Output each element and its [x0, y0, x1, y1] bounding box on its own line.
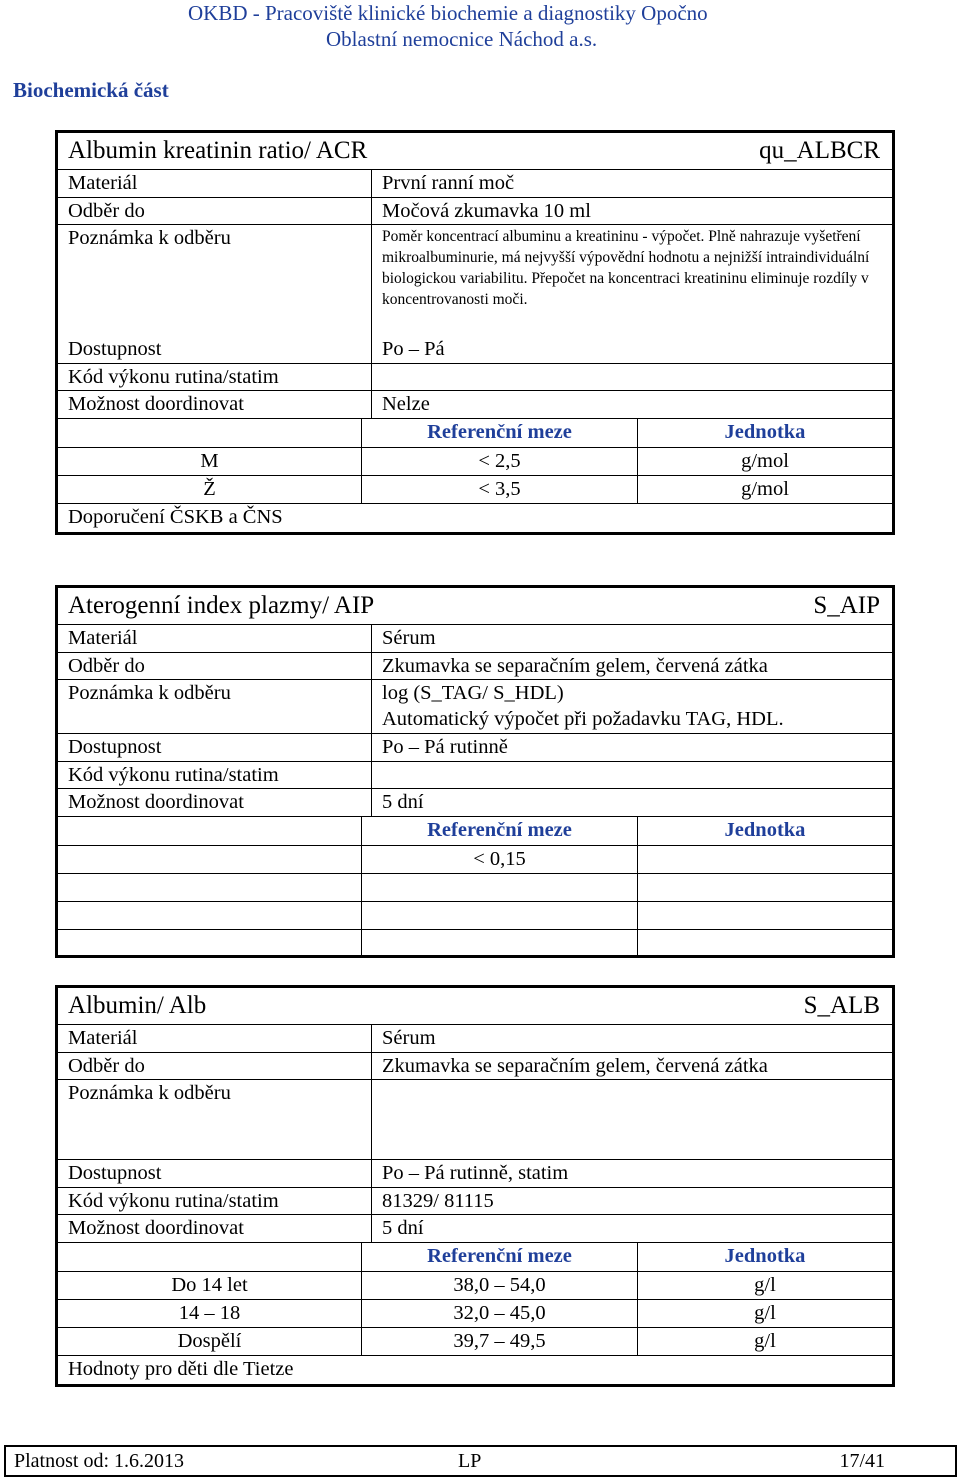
ref-range: 38,0 – 54,0	[361, 1272, 637, 1299]
odber-label: Odběr do	[68, 1055, 145, 1077]
dostupnost-label: Dostupnost	[68, 1162, 162, 1184]
doordinovat-label: Možnost doordinovat	[68, 791, 244, 813]
material-label: Materiál	[68, 1027, 138, 1049]
dostupnost-value: Po – Pá	[371, 336, 892, 363]
doordinovat-label: Možnost doordinovat	[68, 393, 244, 415]
page-footer	[4, 1445, 957, 1477]
ref-header-range: Referenční meze	[361, 419, 637, 447]
ref-header-row	[58, 816, 892, 845]
material-value: Sérum	[371, 625, 892, 652]
test-title-row	[58, 133, 892, 169]
poznamka-line-1: log (S_TAG/ S_HDL)	[382, 682, 564, 704]
header-line-2: Oblastní nemocnice Náchod a.s.	[326, 27, 598, 51]
note-text: Doporučení ČSKB a ČNS	[68, 506, 283, 528]
dostupnost-row	[58, 733, 892, 761]
test-card-alb	[55, 985, 895, 1387]
poznamka-label: Poznámka k odběru	[68, 227, 231, 249]
ref-unit: g/l	[637, 1300, 892, 1327]
odber-value: Zkumavka se separačním gelem, červená zátka	[371, 1053, 892, 1079]
doordinovat-value: Nelze	[371, 391, 892, 418]
odber-value: Močová zkumavka 10 ml	[371, 198, 892, 224]
ref-range: 39,7 – 49,5	[361, 1328, 637, 1355]
material-row	[58, 169, 892, 197]
dostupnost-label: Dostupnost	[68, 338, 162, 360]
note-text: Hodnoty pro děti dle Tietze	[68, 1358, 294, 1380]
doordinovat-row	[58, 1214, 892, 1242]
material-row	[58, 1024, 892, 1052]
doordinovat-label: Možnost doordinovat	[68, 1217, 244, 1239]
ref-range: 32,0 – 45,0	[361, 1300, 637, 1327]
odber-value: Zkumavka se separačním gelem, červená zátka	[371, 653, 892, 679]
ref-unit: g/l	[637, 1272, 892, 1299]
poznamka-label: Poznámka k odběru	[68, 682, 231, 704]
test-code: qu_ALBCR	[759, 137, 880, 164]
odber-row	[58, 197, 892, 224]
test-title-row	[58, 988, 892, 1024]
ref-unit: g/mol	[637, 476, 892, 503]
poznamka-value	[371, 680, 892, 733]
ref-row	[58, 1299, 892, 1327]
kod-row	[58, 1187, 892, 1214]
ref-header-row	[58, 1242, 892, 1271]
ref-header-range: Referenční meze	[361, 817, 637, 845]
kod-value	[371, 364, 892, 390]
footer-lp: LP	[458, 1450, 482, 1472]
material-value: První ranní moč	[371, 170, 892, 197]
material-value: Sérum	[371, 1025, 892, 1052]
poznamka-value	[371, 1080, 892, 1159]
ref-group	[58, 846, 361, 873]
dostupnost-row	[58, 1159, 892, 1187]
ref-row	[58, 1271, 892, 1299]
test-title-row	[58, 588, 892, 624]
ref-row	[58, 475, 892, 503]
ref-header-unit: Jednotka	[637, 1243, 892, 1271]
ref-unit: g/l	[637, 1328, 892, 1355]
dostupnost-row	[58, 336, 892, 363]
ref-unit	[637, 846, 892, 873]
doordinovat-row	[58, 390, 892, 418]
ref-header-range: Referenční meze	[361, 1243, 637, 1271]
kod-label: Kód výkonu rutina/statim	[68, 764, 279, 786]
ref-group: Dospělí	[177, 1330, 242, 1352]
kod-row	[58, 363, 892, 390]
test-code: S_AIP	[813, 592, 880, 619]
note-row	[58, 503, 892, 532]
test-code: S_ALB	[803, 992, 880, 1019]
ref-range: < 0,15	[361, 846, 637, 873]
dostupnost-value: Po – Pá rutinně	[371, 734, 892, 761]
kod-value	[371, 762, 892, 788]
ref-group: Ž	[203, 478, 216, 500]
header-line-1: OKBD - Pracoviště klinické biochemie a diagnostiky Opočno	[188, 1, 708, 25]
odber-row	[58, 1052, 892, 1079]
poznamka-line-2: Automatický výpočet při požadavku TAG, HDL.	[382, 708, 784, 730]
kod-row	[58, 761, 892, 788]
ref-row	[58, 447, 892, 475]
test-title: Aterogenní index plazmy/ AIP	[68, 592, 375, 619]
poznamka-row	[58, 1079, 892, 1159]
ref-unit: g/mol	[637, 448, 892, 475]
poznamka-value: Poměr koncentrací albuminu a kreatininu - výpočet. Plně nahrazuje vyšetření mikroalbuminurie, má nejvyšší výpovědní hodnotu a nejnižší intraindividuální biologickou variabilitu. Přepočet na koncentraci kreatininu eliminuje rozdíly v koncentrovanosti moči.	[371, 225, 892, 336]
kod-label: Kód výkonu rutina/statim	[68, 1190, 279, 1212]
footer-validity: Platnost od: 1.6.2013	[14, 1450, 185, 1472]
odber-label: Odběr do	[68, 200, 145, 222]
ref-range: < 3,5	[361, 476, 637, 503]
doordinovat-row	[58, 788, 892, 816]
test-title: Albumin/ Alb	[68, 992, 207, 1019]
ref-row-empty	[58, 901, 892, 929]
kod-value: 81329/ 81115	[371, 1188, 892, 1214]
ref-range: < 2,5	[361, 448, 637, 475]
odber-label: Odběr do	[68, 655, 145, 677]
material-label: Materiál	[68, 172, 138, 194]
ref-row	[58, 1327, 892, 1355]
dostupnost-label: Dostupnost	[68, 736, 162, 758]
ref-group: Do 14 let	[171, 1274, 248, 1296]
test-title: Albumin kreatinin ratio/ ACR	[68, 137, 368, 164]
test-card-aip	[55, 585, 895, 958]
poznamka-label: Poznámka k odběru	[68, 1082, 231, 1104]
footer-page-number: 17/41	[839, 1450, 885, 1472]
doordinovat-value: 5 dní	[371, 789, 892, 816]
ref-header-row	[58, 418, 892, 447]
ref-header-unit: Jednotka	[637, 419, 892, 447]
dostupnost-value: Po – Pá rutinně, statim	[371, 1160, 892, 1187]
ref-group: M	[200, 450, 219, 472]
ref-header-unit: Jednotka	[637, 817, 892, 845]
test-card-acr	[55, 130, 895, 535]
kod-label: Kód výkonu rutina/statim	[68, 366, 279, 388]
doordinovat-value: 5 dní	[371, 1215, 892, 1242]
poznamka-row	[58, 224, 892, 336]
material-label: Materiál	[68, 627, 138, 649]
section-title: Biochemická část	[13, 78, 169, 102]
poznamka-row	[58, 679, 892, 733]
ref-row	[58, 845, 892, 873]
ref-group: 14 – 18	[178, 1302, 241, 1324]
ref-row-empty	[58, 929, 892, 955]
odber-row	[58, 652, 892, 679]
note-row	[58, 1355, 892, 1384]
material-row	[58, 624, 892, 652]
ref-row-empty	[58, 873, 892, 901]
